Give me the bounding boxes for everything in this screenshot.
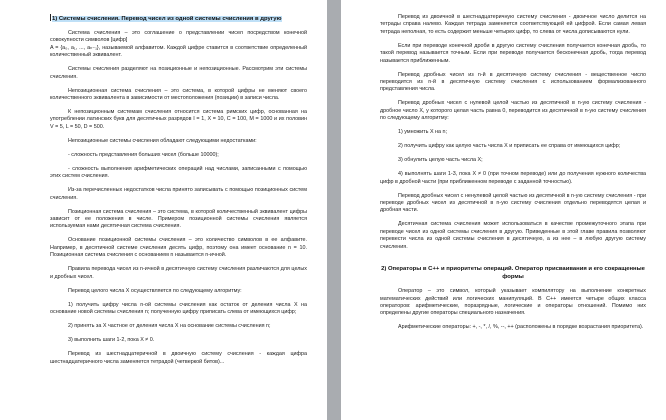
paragraph: Перевод из двоичной в шестнадцатеричную систему счисления - двоичное число делится на тетрады справа налево. Каждая тетрада заменяется соответствующей ей цифрой. Если самая левая тетрада неполная, то есть содержит меньше четырех цифр, то слева от числа дописываются нули. [380,14,646,35]
paragraph: Позиционная система счисления – это система, в которой количественный эквивалент цифры зависит от ее положения в числе. Примером позиционной системы счисления является используемая нами десятичная система счисления. [50,208,307,230]
paragraph: Перевод из шестнадцатеричной в двоичную систему счисления - каждая цифра шестнадцатеричного числа заменяется тетрадой (четверкой битов)... [50,351,307,365]
paragraph: Система счисления – это соглашение о представлении чисел посредством конечной совокупности символов [цифр] A = {a₀, a₁, ..., aₙ₋₁}, называемой алфавитом. Каждой цифре ставится в соответствие определенный количественный эквивалент. [50,30,307,59]
paragraph: Перевод дробных чисел с нулевой целой частью из десятичной в n-ую систему счисления - дробное число X, у которого целая часть равна 0, переводится из десятичной в n-ую систему счисления по следующему алгоритму: [380,100,646,122]
paragraph: Перевод дробных чисел с ненулевой целой частью из десятичной в n-ую систему счисления - при переводе дробных чисел из десятичной в n-ую систему счисления отдельно переводятся целая и дробная части. [380,192,646,214]
section-heading-2: 2) Операторы в C++ и приоритеты операций. Оператор присваивания и его сокращенные формы [381,266,645,281]
paragraph: Основание позиционной системы счисления – это количество символов в ее алфавите. Например, в десятичной системе счисления десять цифр, поэтому она имеет основание n = 10. Позиционная система счисления с основанием n называется n-ичной. [50,237,307,259]
paragraph: Правила перевода чисел из n-ичной в десятичную систему счисления различаются для целых и дробных чисел. [50,266,307,280]
list-item: 3) обнулить целую часть числа X; [398,157,483,164]
paragraph: Если при переводе конечной дроби в другую систему счисления получается конечная дробь, то такой перевод называется точным. Если при переводе получается бесконечная дробь, тогда перевод называется приближенным. [380,42,646,64]
paragraph: Оператор – это символ, который указывает компилятору на выполнение конкретных математических действий или логических манипуляций. В C++ имеется четыре общих класса операторов: арифметические, поразрядные, логические и операторы отношений. Помимо них определены другие операторы специального назначения. [380,288,646,317]
list-item: 3) выполнить шаги 1-2, пока X ≠ 0. [68,337,155,344]
paragraph: Системы счисления разделяют на позиционные и непозиционные. Рассмотрим эти системы счисления. [50,66,307,80]
paragraph: К непозиционным системам счисления относится система римских цифр, основанная на употреблении латинских букв для десятичных разрядов I = 1, X = 10, C = 100, M = 1000 и их половин V = 5, L = 50, D = 500. [50,109,307,130]
paragraph: Десятичная система счисления может использоваться в качестве промежуточного этапа при переводе чисел из одной системы счисления в другую. Приведенные в этой главе правила позволяют перевести числа из одной системы счисления в десятичную, а из нее – в любую другую систему счисления. [380,221,646,250]
document-page-right [341,0,666,420]
list-item: 2) получить цифру как целую часть числа X и приписать ее справа от имеющихся цифр; [398,143,621,150]
list-item: 2) принять за X частное от деления числа X на основание системы счисления n; [68,323,271,330]
selected-heading-text[interactable]: 1) Системы счисления. Перевод чисел из одной системы счисления в другую [52,16,282,22]
section-heading-1[interactable] [50,14,307,23]
list-item: 4) выполнять шаги 1-3, пока X ≠ 0 (при точном переводе) или до получения нужного количества цифр в дробной части (при приближенном переводе с заданной точностью). [380,171,646,185]
paragraph: Перевод дробных чисел из n-й в десятичную систему счисления - вещественное число переводится из n-й в десятичную систему счисления с использованием формализованного представления числа. [380,71,646,93]
text-cursor [50,14,51,21]
document-page-left [0,0,327,420]
list-item: - сложность выполнения арифметических операций над числами, записанными с помощью этих систем счисления. [50,165,307,180]
paragraph: Непозиционные системы счисления обладают следующими недостатками: [68,137,257,144]
list-item: 1) умножить X на n; [398,129,447,136]
paragraph: Перевод целого числа X осуществляется по следующему алгоритму: [68,287,242,294]
list-item: 1) получить цифру числа n-ой системы счисления как остаток от деления числа X на основание новой системы счисления n; полученную цифру приписать слева от имеющихся цифр; [50,301,307,316]
paragraph: Из-за перечисленных недостатков числа принято записывать с помощью позиционных систем счисления. [50,187,307,201]
paragraph: Арифметические операторы: +, -, *, /, %, --, ++ (расположены в порядке возрастания приоритета). [398,324,644,331]
paragraph: Непозиционная система счисления – это система, в которой цифры не меняют своего количественного эквивалента в зависимости от местоположения (позиции) в записи числа. [50,87,307,102]
list-item: - сложность представления больших чисел (больше 10000); [68,151,219,158]
